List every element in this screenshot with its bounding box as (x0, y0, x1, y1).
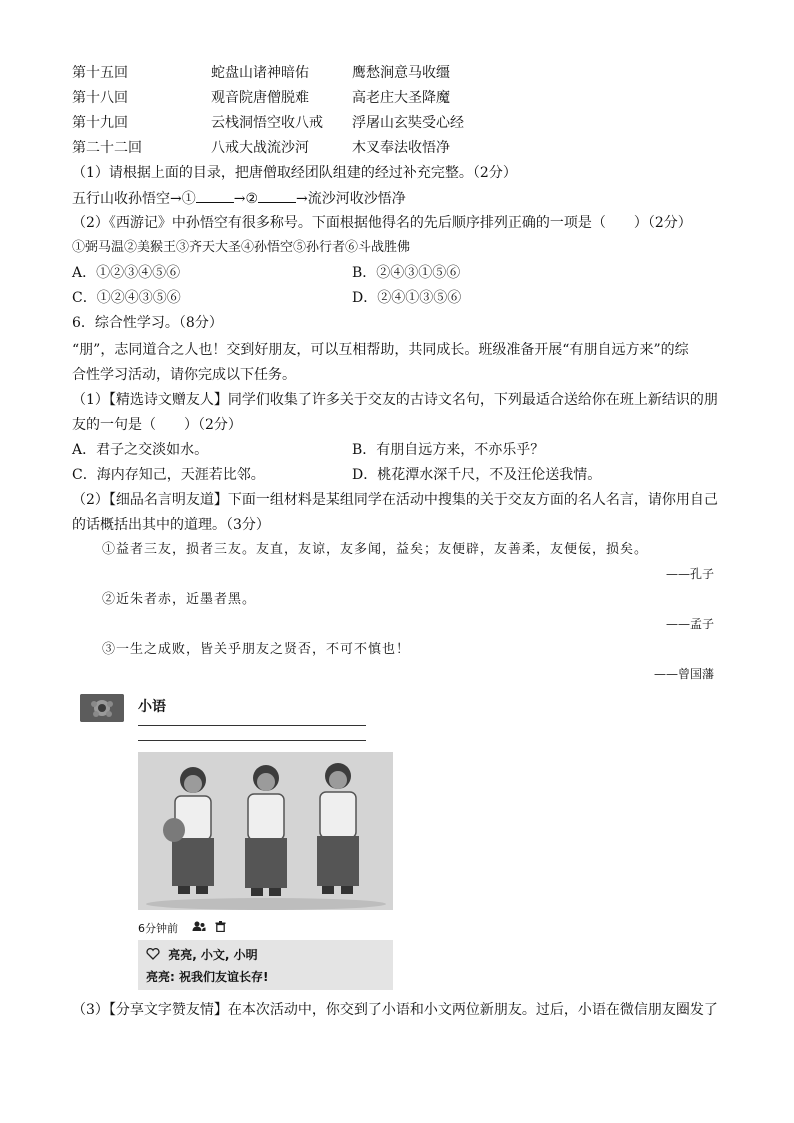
toc-part1: 蛇盘山诸神暗佑 (211, 65, 309, 81)
question-1-prompt: （1）请根据上面的目录，把唐僧取经团队组建的经过补充完整。（2分） (72, 165, 517, 181)
toc-chapter: 第十八回 (72, 90, 128, 106)
delete-icon[interactable] (215, 922, 226, 935)
toc-part1: 云栈洞悟空收八戒 (211, 115, 323, 131)
option-b[interactable]: B．②④③①⑤⑥ (352, 265, 461, 281)
toc-row (72, 112, 592, 134)
three-friends-image (138, 752, 393, 910)
task-3-prompt: （3）【分享文字赞友情】在本次活动中，你交到了小语和小文两位新朋友。过后，小语在微信朋友圈发了 (72, 1002, 718, 1018)
post-photo[interactable] (138, 752, 393, 910)
option-c[interactable]: C．①②④③⑤⑥ (72, 290, 181, 306)
answer-blank-1[interactable] (196, 188, 234, 203)
task-1-option-d[interactable]: D．桃花潭水深千尺，不及汪伦送我情。 (352, 467, 602, 483)
task-1-prompt-cont: 友的一句是（ ）（2分） (72, 417, 242, 433)
quote-3: ③一生之成败，皆关乎朋友之贤否，不可不慎也！ (102, 642, 411, 657)
task-1-option-c[interactable]: C．海内存知己，天涯若比邻。 (72, 467, 265, 483)
quote-1: ①益者三友，损者三友。友直，友谅，友多闻，益矣；友便辟，友善柔，友便佞，损矣。 (102, 542, 649, 557)
question-2-prompt: （2）《西游记》中孙悟空有很多称号。下面根据他得名的先后顺序排列正确的一项是（ ）（2分） (72, 215, 692, 231)
likes-row (146, 946, 258, 963)
quote-1-author: ——孔子 (666, 567, 715, 581)
wechat-moment-card (80, 690, 400, 995)
post-meta (138, 920, 226, 936)
section-6-intro: “朋”，志同道合之人也！交到好朋友，可以互相帮助，共同成长。班级准备开展“有朋自远方来”的综 (72, 342, 689, 358)
toc-part2: 鹰愁涧意马收缰 (352, 65, 450, 81)
chain-mid: →② (233, 191, 259, 207)
task-1-prompt: （1）【精选诗文赠友人】同学们收集了许多关于交友的古诗文名句，下列最适合送给你在班上新结识的朋 (72, 392, 718, 408)
toc-chapter: 第十五回 (72, 65, 128, 81)
post-time: 6分钟前 (138, 922, 178, 935)
question-1-chain (72, 188, 406, 209)
toc-row (72, 87, 592, 109)
quote-2-author: ——孟子 (666, 617, 715, 631)
post-text-blank-line (138, 740, 366, 741)
friends-icon[interactable] (192, 922, 210, 935)
question-2-names: ①弼马温②美猴王③齐天大圣④孙悟空⑤孙行者⑥斗战胜佛 (72, 240, 411, 255)
chain-end: →流沙河收沙悟净 (296, 191, 406, 207)
flower-icon (80, 694, 124, 722)
liked-by[interactable]: 亮亮, 小文, 小明 (168, 948, 258, 962)
likes-comments-box (138, 940, 393, 990)
task-2-prompt-cont: 的话概括出其中的道理。（3分） (72, 517, 270, 533)
answer-blank-2[interactable] (258, 188, 296, 203)
comment[interactable]: 亮亮: 祝我们友谊长存! (146, 970, 269, 984)
toc-part1: 观音院唐僧脱难 (211, 90, 309, 106)
section-6-title: 6．综合性学习。（8分） (72, 315, 223, 331)
toc-chapter: 第十九回 (72, 115, 128, 131)
toc-row (72, 137, 592, 159)
toc-chapter: 第二十二回 (72, 140, 142, 156)
task-1-option-a[interactable]: A．君子之交淡如水。 (72, 442, 209, 458)
quote-2: ②近朱者赤，近墨者黑。 (102, 592, 257, 607)
section-6-intro-cont: 合性学习活动，请你完成以下任务。 (72, 367, 296, 383)
toc-part2: 浮屠山玄奘受心经 (352, 115, 464, 131)
heart-icon (146, 948, 160, 960)
task-1-option-b[interactable]: B．有朋自远方来，不亦乐乎？ (352, 442, 545, 458)
post-text-blank-line (138, 725, 366, 726)
chain-start: 五行山收孙悟空→① (72, 191, 196, 207)
poster-name[interactable]: 小语 (138, 699, 166, 715)
toc-row (72, 62, 592, 84)
toc-part2: 高老庄大圣降魔 (352, 90, 450, 106)
toc-part1: 八戒大战流沙河 (211, 140, 309, 156)
option-d[interactable]: D．②④①③⑤⑥ (352, 290, 462, 306)
avatar[interactable] (80, 694, 124, 722)
task-2-prompt: （2）【细品名言明友道】下面一组材料是某组同学在活动中搜集的关于交友方面的名人名言，请你用自己 (72, 492, 718, 508)
toc-part2: 木叉奉法收悟净 (352, 140, 450, 156)
option-a[interactable]: A．①②③④⑤⑥ (72, 265, 181, 281)
quote-3-author: ——曾国藩 (654, 667, 715, 681)
